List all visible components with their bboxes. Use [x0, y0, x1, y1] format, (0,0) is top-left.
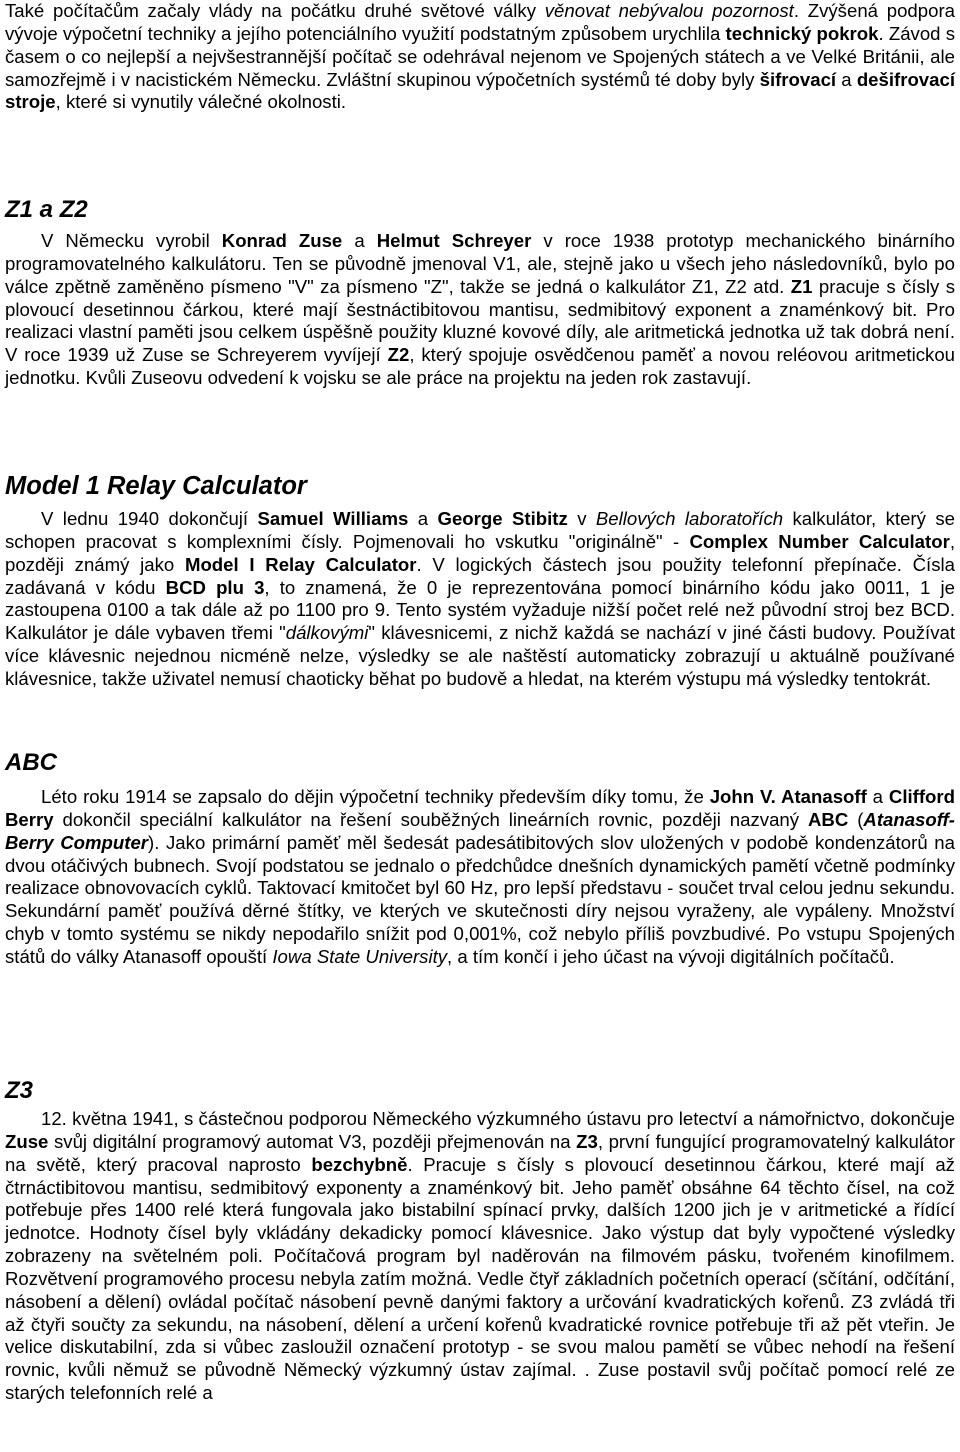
bold-text: technický pokrok	[725, 22, 879, 44]
bold-text: Complex Number Calculator	[689, 530, 950, 552]
text-run: " klávesnicemi, z nichž každá se nachází v jiné části budovy. Používat více klávesnic nejednou nicméně nelze, výsledky se ale naštěstí automaticky zobrazují u aktuálně používané klávesnice, takže uživatel nemusí chaoticky běhat po budově a hledat, na kterém výstupu má výsledky tentokrát.	[5, 622, 956, 689]
bold-text: Z2	[387, 344, 410, 366]
text-run: Léto roku 1914 se zapsalo do dějin výpočetní techniky především díky tomu, že	[41, 786, 710, 807]
text-run: . V logických částech jsou použity telefonní přepínače. Čísla zadávaná v kódu	[5, 553, 955, 598]
text-run: v roce 1938 prototyp mechanického binárního programovatelného kalkulátoru. Ten se původně jmenoval V1, ale, stejně jako u všech jeho následovníků, bylo po válce zpětně zaměněno písmeno "V" za písmeno "Z", takže se jedná o kalkulátor Z1, Z2 atd.	[5, 230, 955, 297]
emphasis-text: Iowa State University	[272, 945, 448, 967]
bold-text: Z3	[576, 1130, 598, 1152]
bold-text: bezchybně	[311, 1153, 408, 1175]
bold-text: dešifrovací stroje	[5, 68, 955, 113]
bold-text: šifrovací	[759, 68, 837, 90]
text-run: (	[848, 808, 864, 830]
text-run: ). Jako primární paměť měl šedesát padesátibitových slov uložených v podobě kondenzátorů na dvou otáčivých bubnech. Svojí podstatou se jednalo o předchůdce dnešních dynamických pamětí včetně podmínky realizace obnovovacích cyklů. Taktovací kmitočet byl 60 Hz, pro lepší představu - součet trval celou jednu sekundu. Sekundární paměť používá děrné štítky, ve kterých ve skutečnosti díry nejsou vyraženy, ale vypáleny. Množství chyb v tomto systému se nikdy nepodařilo snížit pod 0,001%, což nebylo příliš povzbudivé. Po vstupu Spojených států do války Atanasoff opouští	[5, 831, 955, 967]
intro-paragraph	[5, 0, 955, 114]
text-run: , později známý jako	[5, 530, 955, 575]
bold-text: Model I Relay Calculator	[184, 553, 417, 575]
section-heading-abc: ABC	[5, 749, 57, 776]
z1-z2-paragraph	[5, 230, 955, 390]
bold-text: Clifford Berry	[5, 786, 955, 830]
text-run: . Zvýšená podpora vývoje výpočetní techniky a jejího potenciálního využití podstatným způsobem urychlila	[5, 0, 955, 44]
emphasis-text: Bellových laboratořích	[595, 508, 784, 529]
bold-text: Z1	[790, 275, 813, 297]
text-run: , které si vynutily válečné okolnosti.	[55, 91, 347, 113]
text-run: a	[866, 786, 889, 807]
text-run: , který spojuje osvědčenou paměť a novou reléovou aritmetickou jednotku. Kvůli Zuseovu odvedení k vojsku se ale práce na projektu na jeden rok zastavují.	[5, 344, 956, 389]
text-run: kalkulátor, který se schopen pracovat s komplexními čísly. Pojmenovali ho vskutku "originálně" -	[5, 508, 955, 552]
section-heading-z1-z2: Z1 a Z2	[5, 196, 88, 223]
text-run: a	[342, 230, 377, 251]
bold-italic-text: Atanasoff-Berry Computer	[5, 808, 955, 853]
text-run: , to znamená, že 0 je reprezentována pomocí binárního kódu jako 0011, 1 je zastoupena 0100 a tak dále až po 1100 pro 9. Tento systém vyžaduje nižší počet relé než původní stroj bez BCD. Kalkulátor je dále vybaven třemi "	[5, 576, 955, 644]
text-run: Také počítačům začaly vlády na počátku druhé světové války	[5, 0, 545, 21]
text-run: svůj digitální programový automat V3, později přejmenován na	[48, 1130, 577, 1152]
abc-paragraph	[5, 786, 955, 969]
text-run: 12. května 1941, s částečnou podporou Německého výzkumného ústavu pro letectví a námořnictvo, dokončuje	[41, 1108, 955, 1129]
text-run: . Pracuje s čísly s plovoucí desetinnou čárkou, které mají až čtrnáctibitovou mantisu, sedmibitový exponenty a znaménkový bit. Jeho paměť obsáhne 64 těchto čísel, na což potřebuje přes 1400 relé která fungovala jako bistabilní spínací prvky, dalších 1200 jich je v aritmetické a řídící jednotce. Hodnoty čísel byly vkládány dekadicky pomocí klávesnice. Jako výstup dat byly vypočtené výsledky zobrazeny na světelném poli. Počítačová program byl naděrován na filmovém pásku, tvořeném kinofilmem. Rozvětvení programového procesu nebyla zatím možná. Vedle čtyř základních početních operací (sčítání, odčítání, násobení a dělení) ovládal počítač násobení pevně danými faktory a určování kvadratických kořenů. Z3 zvládá tři až čtyři součty za sekundu, na násobení, dělení a určení kořenů kvadratické rovnice potřebuje tři až pět vteřin. Je velice diskutabilní, zda si vůbec zasloužil označení prototyp - se svou malou pamětí se vůbec nehodí na řešení rovnic, kvůli němuž se původně Německý výzkumný ústav zajímal. . Zuse postavil svůj počítač pomocí relé ze starých telefonních relé a	[5, 1153, 955, 1404]
text-run: V Německu vyrobil	[41, 230, 222, 251]
bold-text: ABC	[807, 808, 849, 830]
bold-text: George Stibitz	[437, 508, 568, 529]
bold-text: BCD plu 3	[165, 576, 265, 598]
bold-text: Samuel Williams	[257, 508, 409, 529]
text-run: V lednu 1940 dokončují	[41, 508, 258, 529]
text-run: dokončil speciální kalkulátor na řešení souběžných lineárních rovnic, později nazvaný	[53, 808, 808, 830]
section-heading-z3: Z3	[5, 1077, 34, 1104]
bold-text: Konrad Zuse	[221, 230, 343, 251]
emphasis-text: dálkovými	[285, 622, 369, 644]
bold-text: Zuse	[5, 1130, 49, 1152]
emphasis-text: věnovat nebývalou pozornost	[544, 0, 794, 21]
text-run: . Závod s časem o co nejlepší a nejvšestrannější počítač se odehrával nejenom ve Spojených státech a ve Velké Británii, ale samozřejmě i v nacistickém Německu. Zvláštní skupinou výpočetních systémů té doby byly	[5, 22, 955, 90]
z3-paragraph	[5, 1108, 955, 1405]
bold-text: John V. Atanasoff	[709, 786, 867, 807]
text-run: , a tím končí i jeho účast na vývoji digitálních počítačů.	[447, 945, 895, 967]
text-run: pracuje s čísly s plovoucí desetinnou čárkou, které mají šestnáctibitovou mantisu, sedmibitový exponent a znaménkový bit. Pro realizaci vlastní paměti jsou celkem úspěšně použity kluzné kovové díly, ale aritmetická jednotka už tak dobrá není. V roce 1939 už Zuse se Schreyerem vyvíjejí	[5, 275, 955, 366]
bold-text: Helmut Schreyer	[376, 230, 532, 251]
text-run: , první fungující programovatelný kalkulátor na světě, který pracoval naprosto	[5, 1130, 955, 1175]
text-run: a	[836, 68, 857, 90]
section-heading-model-1: Model 1 Relay Calculator	[5, 472, 307, 500]
text-run: v	[567, 508, 596, 529]
text-run: a	[408, 508, 438, 529]
model-1-paragraph	[5, 508, 955, 691]
